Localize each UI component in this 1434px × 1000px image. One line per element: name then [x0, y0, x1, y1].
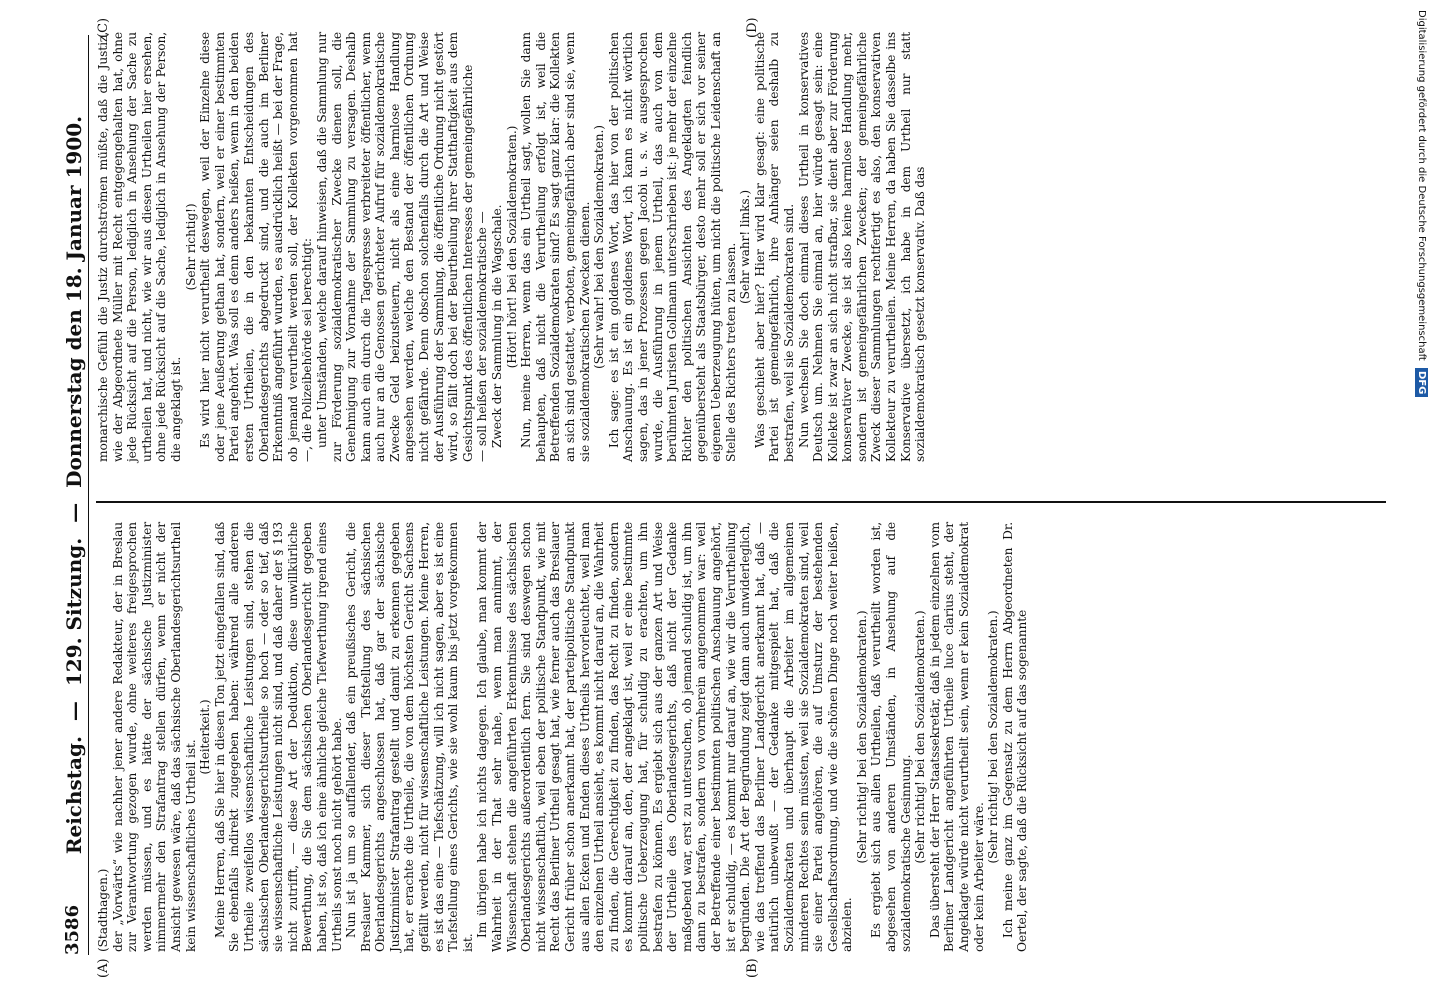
right-column-paragraph: Was geschieht aber hier? Hier wird klar gesagt: eine politische Partei ist gemeingefährlich, ihre Anhänger seien deshalb zu bestrafen, weil sie Sozialdemokraten sind. — [752, 32, 796, 462]
left-column-paragraph: Nun ist ja um so auffallender, daß ein preußisches Gericht, die Breslauer Kammer, sich dieser Tiefstellung des sächsischen Oberlandesgerichts angeschlossen hat, daß gar der sächsische Justizminister Strafantrag gestellt und damit zu erkennen gegeben hat, er erachte die Urtheile, die von dem höchsten Gericht Sachsens gefällt werden, nicht für wissenschaftliche Leistungen. Meine Herren, es ist das eine — Tiefschätzung, will ich nicht sagen, aber es ist eine Tiefstellung eines Gerichts, wie sie wohl kaum bis jetzt vorgekommen ist. — [344, 522, 475, 952]
marker-d: (D) — [745, 17, 760, 38]
dfg-logo: DFG — [1415, 368, 1428, 397]
left-column-paragraph: Das übersteht der Herr Staatssekretär, daß in jedem einzelnen vom Berliner Landgericht angeführten Urtheile luce clarius steht, der Angeklagte würde nicht verurtheilt sein, wenn er kein Sozialdemokrat oder kein Arbeiter wäre. — [927, 522, 986, 952]
left-column-paragraph: Ich meine ganz im Gegensatz zu dem Herrn Abgeordneten Dr. Oertel, der sagte, daß die Rücksicht auf das sogenannte — [1000, 522, 1030, 952]
left-column-paragraph: (Heiterkeit.) — [198, 699, 213, 775]
left-column-paragraph: Im übrigen habe ich nichts dagegen. Ich glaube, man kommt der Wahrheit in der That sehr nahe, wenn man annimmt, der Wissenschaft stehen die angeführten Erkenntnisse des sächsischen Oberlandesgerichts außerordentlich fern. Sie sind deswegen schon nicht wissenschaftlich, weil eben der politische Standpunkt, wie mit Recht das Berliner Urtheil gesagt hat, wie ferner auch das Breslauer Gericht früher schon anerkannt hat, der parteipolitische Standpunkt aus allen Ecken und Enden dieses Urtheils hervorleuchtet, weil man den einzelnen Urtheil ansieht, es kommt nicht darauf an, die Wahrheit zu finden, die Gerechtigkeit zu finden, das Recht zu finden, sondern es kommt darauf an, den, der angeklagt ist, weil er eine bestimmte politische Ueberzeugung hat, für schuldig zu erachten, um ihn bestrafen zu können. Es ergiebt sich aus der ganzen Art und Weise der Urtheile des Oberlandesgerichts, daß nicht der Gedanke maßgebend war, erst zu untersuchen, ob jemand schuldig ist, um ihn dann zu bestrafen, sondern von vornherein angenommen war: weil der Betreffende einer bestimmten politischen Anschauung angehört, ist er schuldig, — es kommt nur darauf an, wie wir die Verurtheilung begründen. Die Art der Begründung zeigt dann auch unwiderleglich, wie das treffend das Berliner Landgericht anerkannt hat, daß — natürlich unbewußt — der Gedanke mitgespielt hat, daß die Sozialdemokraten und überhaupt die Arbeiter im allgemeinen minderen Rechtes sein müssten, weil sie Sozialdemokraten sind, weil sie einer Partei angehören, die auf Umsturz der bestehenden Gesellschaftsordnung, und wie die schönen Dinge noch weiter heißen, abzielen. — [475, 522, 855, 952]
right-column-paragraph: — soll heißen der sozialdemokratische — — [475, 211, 490, 462]
left-column-paragraph: (Sehr richtig! bei den Sozialdemokraten.) — [986, 610, 1001, 864]
left-column-paragraph: der „Vorwärts“ wie nachher jener andere Redakteur, der in Breslau zur Verantwortung gezogen wurde, ohne weiteres freigesprochen werden müssen, und es hätte der sächsische Justizminister nimmermehr den Strafantrag stellen dürfen, wenn er nicht der Ansicht gewesen wäre, daß das sächsische Oberlandesgerichtsurtheil kein wissenschaftliches Urtheil ist. — [110, 522, 198, 952]
marker-b: (B) — [745, 958, 760, 978]
left-column-paragraph: Es ergiebt sich aus allen Urtheilen, daß verurtheilt worden ist, abgesehen von anderen Umständen, in Ansehung auf die sozialdemokratische Gesinnung. — [869, 522, 913, 952]
right-column-paragraph: Zweck der Sammlung in die Wagschale. — [490, 204, 505, 448]
right-column-paragraph: Ich sage: es ist ein goldenes Wort, das hier von der politischen Anschauung. Es ist ein goldenes Wort, ich kann es nicht wörtlich sagen, das in jener Prozessen gegen Jacobi u. s. w. ausgesprochen wurde, die Ausführung in jenem Urtheil, das auch von dem berühmten Juristen Gollmann unterschrieben ist: je mehr der einzelne Richter den politischen Ansichten des Angeklagten feindlich gegenübersteht als Staatsbürger, desto mehr soll er sich vor seiner eigenen Ueberzeugung hüten, um nicht die politische Leidenschaft an Stelle des Richters treten zu lassen. — [606, 32, 738, 462]
left-column-paragraph: Meine Herren, daß Sie hier in diesen Ton jetzt eingefallen sind, daß Sie ebenfalls indirekt zugegeben haben: während alle anderen Urtheile zweifellos wissenschaftliche Leistungen sind, stehen die sächsischen Oberlandesgerichtsurtheile so hoch — oder so tief, daß sie wissenschaftliche Leistungen nicht sind, und daß daher der § 193 nicht zutrifft, — diese Art der Deduktion, diese unwillkürliche Bewerthung, die Sie dem sächsischen Oberlandesgericht gegeben haben, ist so, daß ich eine ähnliche gleiche Tiefwerthung irgend eines Urtheils sonst noch nicht gehört habe. — [212, 522, 344, 952]
right-column-paragraph: (Hört! hört! bei den Sozialdemokraten.) — [504, 125, 519, 369]
right-column-paragraph: Es wird hier nicht verurtheilt deswegen, weil der Einzelne diese oder jene Aeußerung gethan hat, sondern, weil er einer bestimmten Partei angehört. Was soll es denn anders heißen, wenn in den beiden ersten Urtheilen, die in den bekannten Entscheidungen des Oberlandesgerichts abgedruckt sind, und die auch im Berliner Erkenntniß angeführt wurden, es ausdrücklich heißt — bei der Frage, ob jemand verurtheilt werden soll, der Kollekten vorgenommen hat —, die Polizeibehörde sei berechtigt: — [198, 32, 315, 462]
right-column-paragraph: Nun wechseln Sie doch einmal dieses Urtheil in konservatives Deutsch um. Nehmen Sie einmal an, hier würde gesagt sein: eine Kollekte ist zwar an sich nicht strafbar, sie dient aber zur Förderung konservativer Zwecke, sie ist also keine harmlose Handlung mehr, sondern ist gemeingefährlichen Zwecken; der gemeingefährliche Zweck dieser Sammlungen rechtfertigt es also, den konservativen Kollekteur zu verurtheilen. Meine Herren, da haben Sie dasselbe ins Konservative übersetzt, ich habe in dem Urtheil nur statt sozialdemokratisch gesetzt konservativ. Daß das — [796, 32, 928, 462]
header-dash-2: — — [62, 502, 86, 523]
side-credit — [1410, 0, 1434, 1000]
right-column — [96, 32, 928, 462]
page-header — [58, 35, 89, 955]
header-dash-1: — — [62, 701, 86, 722]
right-column-paragraph: (Sehr wahr! links.) — [738, 189, 753, 305]
header-title — [62, 85, 86, 885]
marker-a: (A) — [96, 958, 111, 978]
left-column-paragraph: (Sehr richtig! bei den Sozialdemokraten.) — [913, 610, 928, 864]
header-session: 129. Sitzung. — [62, 537, 86, 687]
column-divider — [96, 502, 1386, 504]
page-number: 3586 — [62, 904, 83, 955]
header-reichstag: Reichstag. — [62, 736, 86, 855]
right-column-paragraph: (Sehr wahr! bei den Sozialdemokraten.) — [592, 125, 607, 369]
side-credit-text-wrap — [1415, 10, 1428, 790]
header-date: Donnerstag den 18. Januar 1900. — [62, 115, 86, 488]
right-column-paragraph: monarchische Gefühl die Justiz durchströmen müßte, daß die Justiz, wie der Abgeordnete Müller mit Recht entgegengehalten hat, ohne jede Rücksicht auf die Person, lediglich in Ansehung der Sache zu urtheilen hat, und nicht, wie wir aus diesen Urtheilen hier ersehen, ohne jede Rücksicht auf die Sache, lediglich in Ansehung der Person, die angeklagt ist. — [96, 32, 183, 462]
marker-c: (C) — [96, 17, 111, 38]
right-column-paragraph: unter Umständen, welche darauf hinweisen, daß die Sammlung nur zur Förderung sozialdemokratischer Zwecke dienen soll, die Genehmigung zur Vornahme der Sammlung zu versagen. Deshalb kann auch ein durch die Tagespresse verbreiteter öffentlicher, wenn auch nur an die Genossen gerichteter Aufruf für sozialdemokratische Zwecke Geld beizusteuern, nicht als eine harmlose Handlung angesehen werden, welche den Bestand der öffentlichen Ordnung nicht gefährde. Denn obschon solchenfalls durch die Art und Weise der Ausführung der Sammlung, die öffentliche Ordnung nicht gestört wird, so fällt doch bei der Beurtheilung ihrer Statthaftigkeit aus dem Gesichtspunkt des öffentlichen Interesses der gemeingefährliche — [314, 32, 475, 462]
left-column-paragraph: (Sehr richtig! bei den Sozialdemokraten.) — [854, 610, 869, 864]
left-column — [96, 522, 1030, 952]
side-credit-text: Digitalisierung gefördert durch die Deutsche Forschungsgemeinschaft — [1416, 10, 1427, 361]
left-column-paragraph: (Stadthagen.) — [96, 868, 110, 952]
right-column-paragraph: (Sehr richtig!) — [183, 203, 198, 291]
right-column-paragraph: Nun, meine Herren, wenn das ein Urtheil sagt, wollen Sie dann behaupten, daß nicht die Verurtheilung erfolgt ist, weil die Betreffenden Sozialdemokraten sind? Es sagt ganz klar: die Kollekten an sich sind gestattet, verboten, gemeingefährlich aber sind sie, wenn sie sozialdemokratischen Zwecken dienen. — [519, 32, 592, 462]
